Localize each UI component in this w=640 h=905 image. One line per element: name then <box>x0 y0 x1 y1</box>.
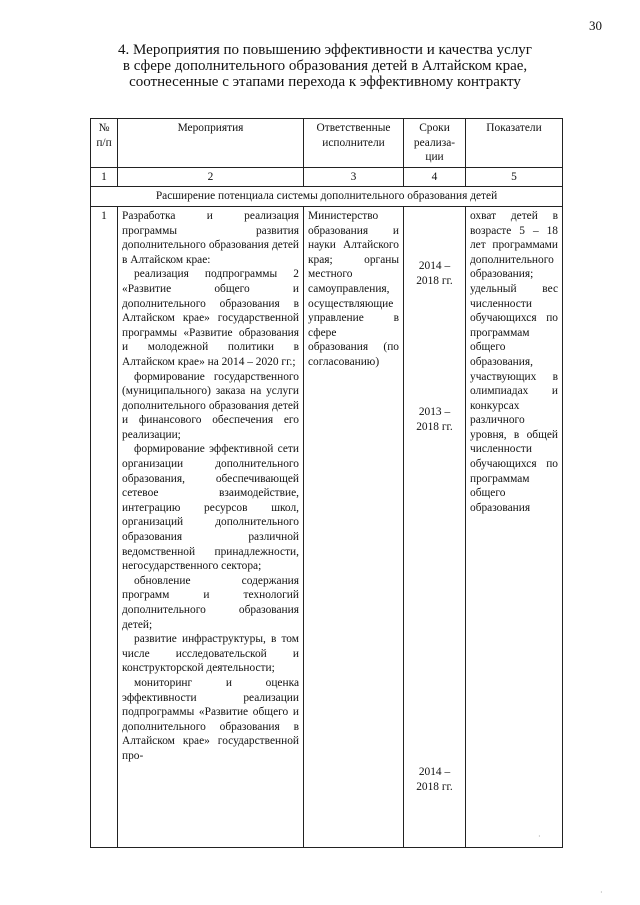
measure-item: развитие инфраструктуры, в том числе исследовательской и конструкторской деятельности; <box>122 633 299 675</box>
table-row <box>91 206 563 847</box>
responsible-cell: Министерство образования и науки Алтайского края; органы местного самоуправления, осуществляющие управление в сфере образования (по согласованию) <box>304 206 404 847</box>
row-number: 1 <box>91 206 118 847</box>
header-measures: Мероприятия <box>118 119 304 168</box>
column-number: 3 <box>304 167 404 187</box>
section-row <box>91 187 563 207</box>
document-title <box>90 42 560 90</box>
header-indicators: Показатели <box>466 119 563 168</box>
measures-table <box>90 118 563 848</box>
scan-speck: · <box>600 888 603 897</box>
page-number: 30 <box>589 18 602 33</box>
indicators-cell: охват детей в возрасте 5 – 18 лет программами дополнительного образования; удельный вес численности обучающихся по программам общего образования, участвующих в олимпиадах и конкурсах различного уровня, в общей численности обучающихся по программам общего образования <box>466 206 563 847</box>
measure-item: формирование эффективной сети организации дополнительного образования, обеспечивающей сетевое взаимодействие, интеграцию ресурсов школ, организаций дополнительного образования различной ведомственной принадлежности, негосударственного сектора; <box>122 443 299 573</box>
header-row <box>91 119 563 168</box>
title-line: в сфере дополнительного образования детей в Алтайском крае, <box>122 58 528 74</box>
terms-cell <box>404 206 466 847</box>
term-period: 2014 – 2018 гг. <box>416 259 453 287</box>
measures-cell <box>118 206 304 847</box>
column-number: 5 <box>466 167 563 187</box>
title-line: соотнесенные с этапами перехода к эффективному контракту <box>129 74 521 90</box>
measure-item: мониторинг и оценка эффективности реализации подпрограммы «Развитие общего и дополнительного образования в Алтайском крае» государственной про- <box>122 676 299 762</box>
measure-item: обновление содержания программ и технологий дополнительного образования детей; <box>122 574 299 631</box>
term-period: 2013 – 2018 гг. <box>416 405 453 433</box>
column-number-row <box>91 167 563 187</box>
column-number: 4 <box>404 167 466 187</box>
title-line: 4. Мероприятия по повышению эффективности и качества услуг <box>118 42 532 58</box>
header-num: № п/п <box>91 119 118 168</box>
section-heading: Расширение потенциала системы дополнительного образования детей <box>91 187 563 207</box>
measures-intro: Разработка и реализация программы развития дополнительного образования детей в Алтайском крае: <box>122 209 299 266</box>
term-period: 2014 – 2018 гг. <box>416 765 453 793</box>
column-number: 2 <box>118 167 304 187</box>
header-terms: Сроки реализа-ции <box>404 119 466 168</box>
header-responsible: Ответственные исполнители <box>304 119 404 168</box>
column-number: 1 <box>91 167 118 187</box>
scan-speck: · <box>538 832 541 841</box>
measure-item: реализация подпрограммы 2 «Развитие общего и дополнительного образования в Алтайском крае» государственной программы «Развитие образования и молодежной политики в Алтайском крае» на 2014 – 2020 гг.; <box>122 268 299 368</box>
measure-item: формирование государственного (муниципального) заказа на услуги дополнительного образования детей и финансового обеспечения его реализации; <box>122 370 299 441</box>
